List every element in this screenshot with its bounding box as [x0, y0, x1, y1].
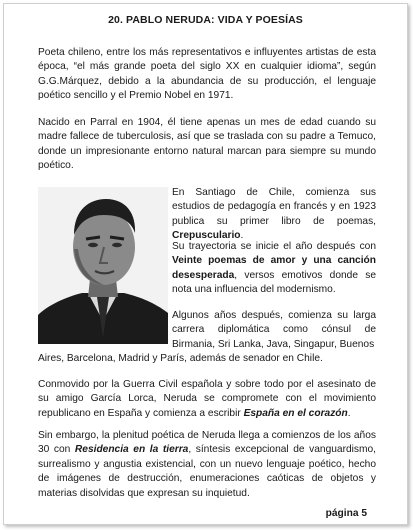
paragraph-trajectory: [172, 240, 376, 298]
text-trajectory-end: , versos emotivos donde se nota una influencia del modernismo.: [172, 269, 376, 296]
text-residencia: Sin embargo, la plenitud poética de Neruda llega a comienzos de los años 30 con: [38, 430, 376, 456]
portrait-illustration: [38, 187, 168, 344]
paragraph-civil-war: [38, 378, 376, 421]
text-civil-war-end: .: [347, 407, 351, 419]
text-civil-war: Conmovido por la Guerra Civil española y sobre todo por el asesinato de su amigo García Lorca, Neruda se compromete con el movimiento republicano en España y comienza a escribir: [38, 379, 376, 419]
book-title-residencia: Residencia en la tierra: [74, 444, 189, 456]
paragraph-intro: Poeta chileno, entre los más representativos e influyentes artistas de esta época, “el más grande poeta del siglo XX en cualquier idioma”, según G.G.Márquez, debido a la abundancia de su producción, el lenguaje poético sencillo y el Premio Nobel en 1971.: [38, 47, 376, 102]
book-title-crepusculario: Crepusculario: [172, 230, 241, 242]
text-residencia-end: , síntesis excepcional de vanguardismo, surrealismo y angustia existencial, con un nuevo lenguaje poético, hecho de imágenes de destrucción, enumeraciones caóticas de objetos y materias disolvidas que expresan su inquietud.: [38, 444, 376, 499]
page-title: 20. PABLO NERUDA: VIDA Y POESÍAS: [108, 14, 303, 26]
paragraph-diplomatic: Algunos años después, comienza su larga carrera diplomática como cónsul de Birmania, Sri Lanka, Java, Singapur, Buenos: [172, 310, 376, 350]
page-number: página 5: [325, 508, 367, 519]
text-santiago-end: .: [240, 230, 244, 242]
paragraph-diplomatic-continued: Aires, Barcelona, Madrid y París, además de senador en Chile.: [38, 353, 323, 364]
book-title-espana: España en el corazón: [243, 407, 348, 419]
document-page: [3, 3, 408, 525]
text-trajectory: Su trayectoria se inicie el año después con: [172, 241, 376, 252]
paragraph-residencia: [38, 429, 376, 501]
portrait-photo: [38, 187, 168, 344]
text-santiago: En Santiago de Chile, comienza sus estudios de pedagogía en francés y en 1923 publica su primer libro de poemas,: [172, 187, 376, 227]
paragraph-santiago: [172, 186, 376, 244]
book-title-veinte-poemas: Veinte poemas de amor y una canción desesperada: [172, 255, 376, 281]
paragraph-birth: Nacido en Parral en 1904, él tiene apenas un mes de edad cuando su madre fallece de tuberculosis, así que se traslada con su padre a Temuco, donde un impresionante entorno natural marcan para siempre su mundo poético.: [38, 117, 376, 172]
